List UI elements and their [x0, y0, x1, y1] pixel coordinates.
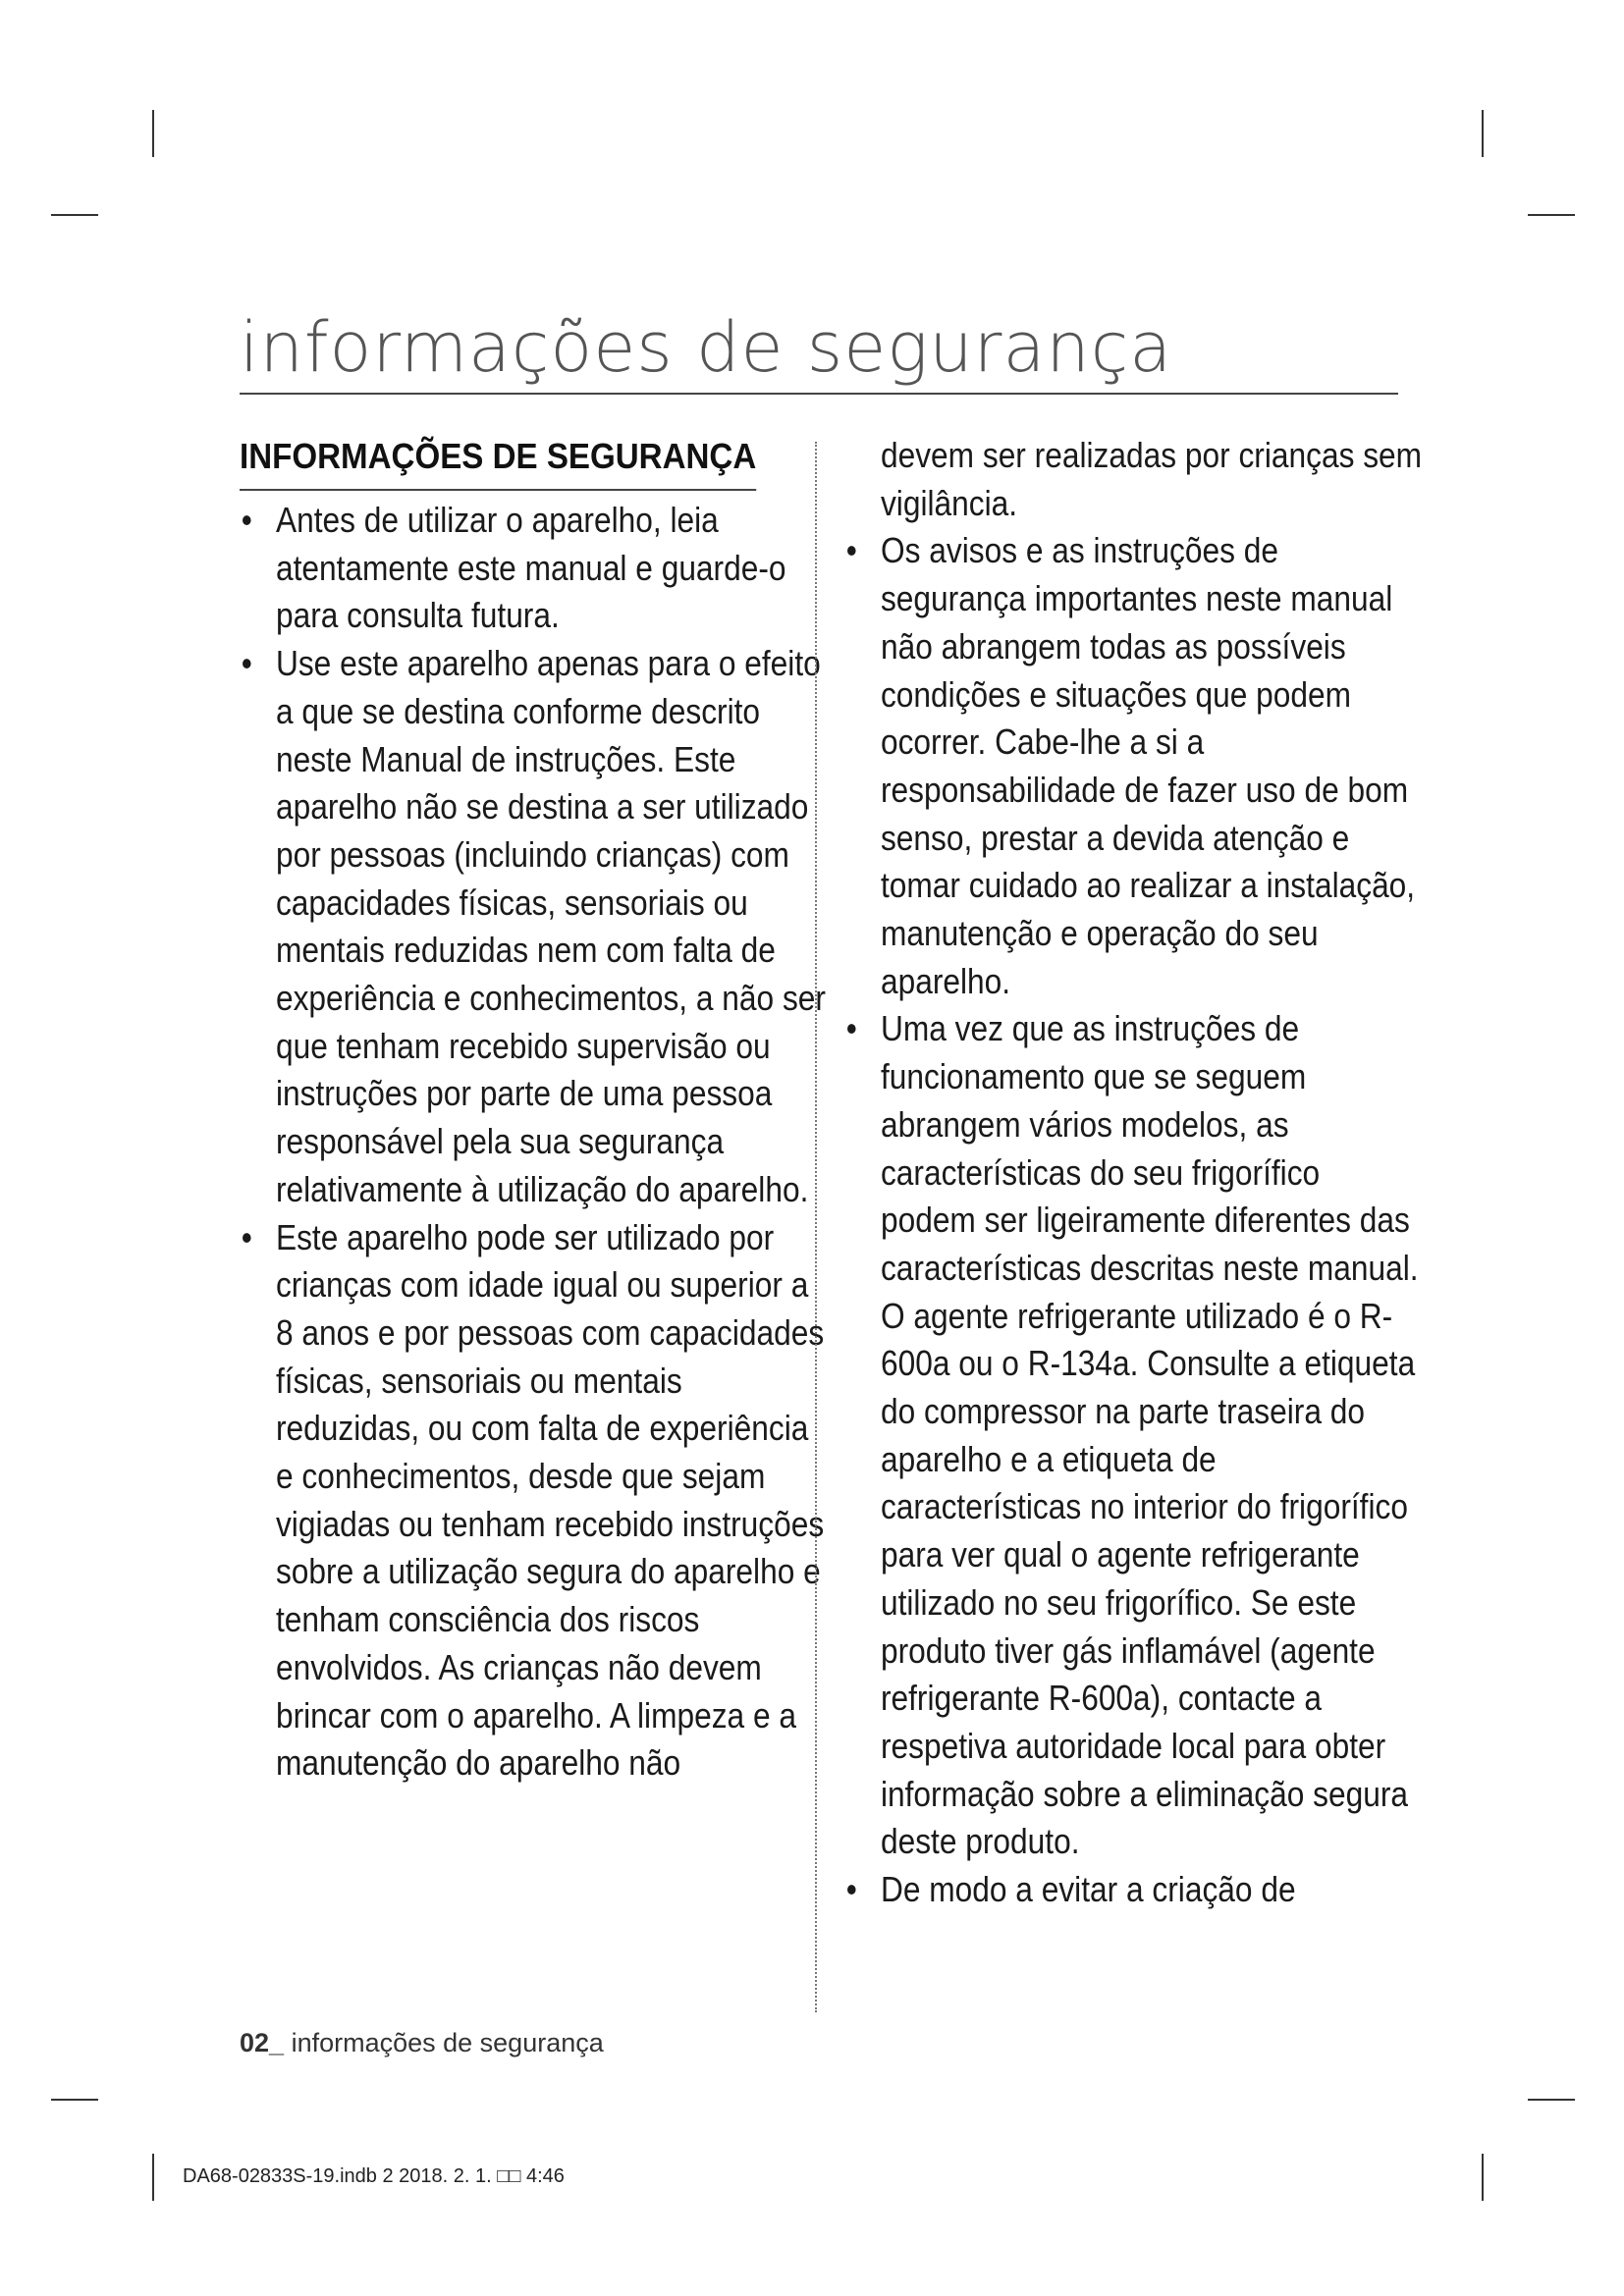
crop-mark-top-right: [1482, 110, 1484, 157]
crop-mark-left-lower: [51, 2099, 98, 2101]
left-column: [240, 432, 826, 1788]
footer-section-name: informações de segurança: [284, 2028, 604, 2057]
safety-bullet: • Use este aparelho apenas para o efeito a que se destina conforme descrito neste Manual de instruções. Este aparelho não se destina a ser utilizado por pessoas (incluindo crianças) com capacidades físicas, sensoriais ou mentais reduzidas nem com falta de experiência e conhecimentos, a não ser que tenham recebido supervisão ou instruções por parte de uma pessoa responsável pela sua segurança relativamente à utilização do aparelho.: [240, 640, 830, 1213]
crop-mark-bottom-right: [1482, 2154, 1484, 2201]
page-footer: [240, 2028, 604, 2058]
safety-bullet: • Os avisos e as instruções de segurança importantes neste manual não abrangem todas as possíveis condições e situações que podem ocorrer. Cabe-lhe a si a responsabilidade de fazer uso de bom senso, prestar a devida atenção e tomar cuidado ao realizar a instalação, manutenção e operação do seu aparelho.: [844, 527, 1423, 1005]
safety-bullet-continuation: devem ser realizadas por crianças sem vigilância.: [880, 435, 1423, 523]
section-heading: INFORMAÇÕES DE SEGURANÇA: [240, 432, 756, 491]
column-divider: [815, 442, 817, 2012]
crop-mark-top-left: [152, 110, 154, 157]
right-column: [844, 432, 1423, 1914]
page-number: 02_: [240, 2028, 285, 2057]
crop-mark-right-lower: [1528, 2099, 1575, 2101]
crop-mark-bottom-left: [152, 2154, 154, 2201]
crop-mark-right-upper: [1528, 214, 1575, 216]
print-imprint: DA68-02833S-19.indb 2 2018. 2. 1. □□ 4:46: [183, 2165, 565, 2187]
page-title: informações de segurança: [240, 302, 1398, 395]
safety-bullet: • Antes de utilizar o aparelho, leia atentamente este manual e guarde-o para consulta futura.: [240, 497, 830, 640]
safety-bullet: • Este aparelho pode ser utilizado por crianças com idade igual ou superior a 8 anos e por pessoas com capacidades físicas, sensoriais ou mentais reduzidas, ou com falta de experiência e conhecimentos, desde que sejam vigiadas ou tenham recebido instruções sobre a utilização segura do aparelho e tenham consciência dos riscos envolvidos. As crianças não devem brincar com o aparelho. A limpeza e a manutenção do aparelho não: [240, 1214, 830, 1788]
safety-bullet: • De modo a evitar a criação de: [844, 1866, 1423, 1914]
crop-mark-left-upper: [51, 214, 98, 216]
safety-bullet: • Uma vez que as instruções de funcionamento que se seguem abrangem vários modelos, as características do seu frigorífico podem ser ligeiramente diferentes das características descritas neste manual. O agente refrigerante utilizado é o R-600a ou o R-134a. Consulte a etiqueta do compressor na parte traseira do aparelho e a etiqueta de características no interior do frigorífico para ver qual o agente refrigerante utilizado no seu frigorífico. Se este produto tiver gás inflamável (agente refrigerante R-600a), contacte a respetiva autoridade local para obter informação sobre a eliminação segura deste produto.: [844, 1005, 1423, 1866]
